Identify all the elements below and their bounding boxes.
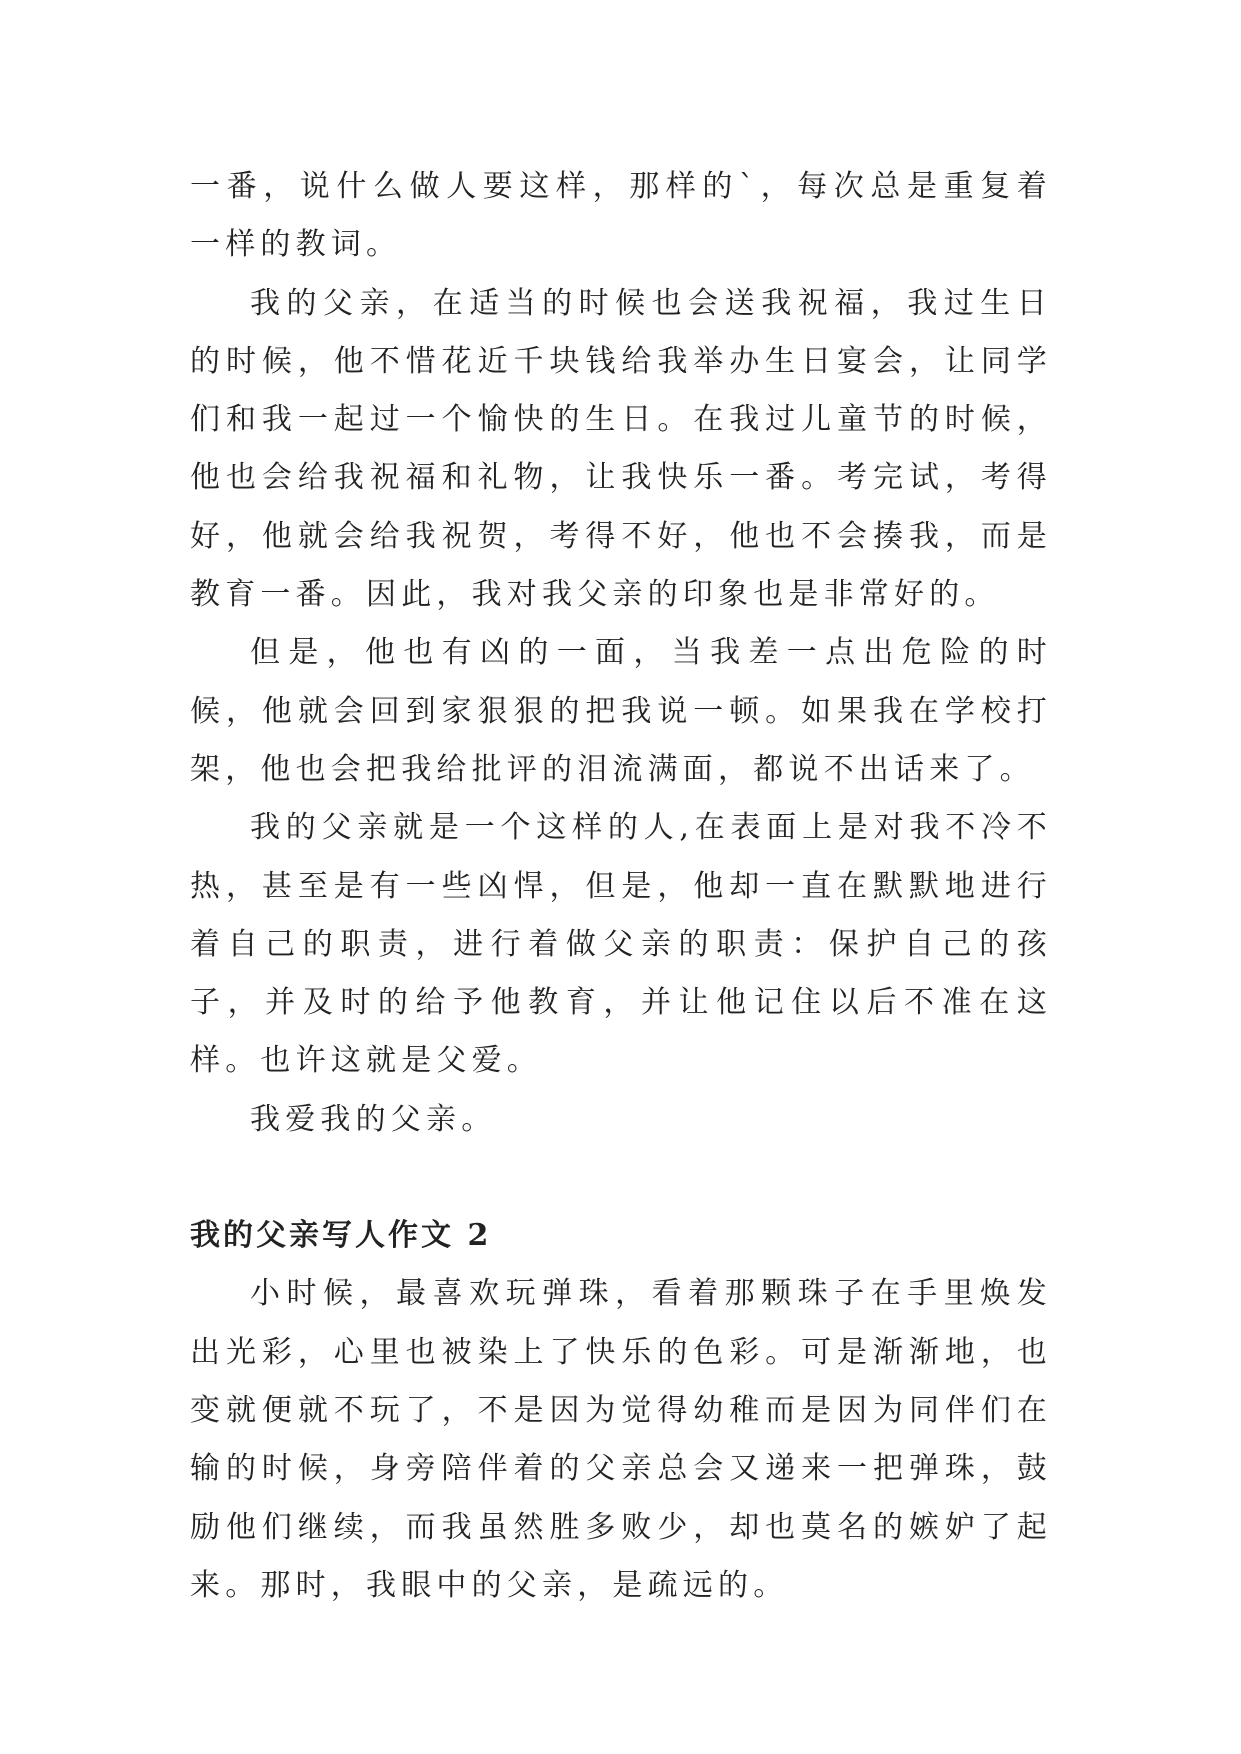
- paragraph: 我爱我的父亲。: [250, 1101, 497, 1137]
- paragraph: 小时候，最喜欢玩弹珠，看着那颗珠子在手里焕发出光彩，心里也被染上了快乐的色彩。可是渐渐地，也变就便就不玩了，不是因为觉得幼稚而是因为同伴们在输的时候，身旁陪伴着的父亲总会又递来一把弹珠，鼓励他们继续，而我虽然胜多败少，却也莫名的嫉妒了起来。那时，我眼中的父亲，是疏远的。: [190, 1276, 1052, 1603]
- paragraph: 我的父亲，在适当的时候也会送我祝福，我过生日的时候，他不惜花近千块钱给我举办生日宴会，让同学们和我一起过一个愉快的生日。在我过儿童节的时候，他也会给我祝福和礼物，让我快乐一番。考完试，考得好，他就会给我祝贺，考得不好，他也不会揍我，而是教育一番。因此，我对我父亲的印象也是非常好的。: [190, 285, 1052, 613]
- paragraph: 一番，说什么做人要这样，那样的`，每次总是重复着一样的教词。: [190, 169, 1052, 263]
- section-title: 我的父亲写人作文 2: [190, 1218, 492, 1254]
- document-body: [190, 158, 1052, 1615]
- paragraph: 但是，他也有凶的一面，当我差一点出危险的时候，他就会回到家狠狠的把我说一顿。如果我在学校打架，他也会把我给批评的泪流满面，都说不出话来了。: [190, 635, 1052, 787]
- paragraph: 我的父亲就是一个这样的人,在表面上是对我不冷不热，甚至是有一些凶悍，但是，他却一直在默默地进行着自己的职责，进行着做父亲的职责：保护自己的孩子，并及时的给予他教育，并让他记住以后不准在这样。也许这就是父爱。: [190, 810, 1052, 1079]
